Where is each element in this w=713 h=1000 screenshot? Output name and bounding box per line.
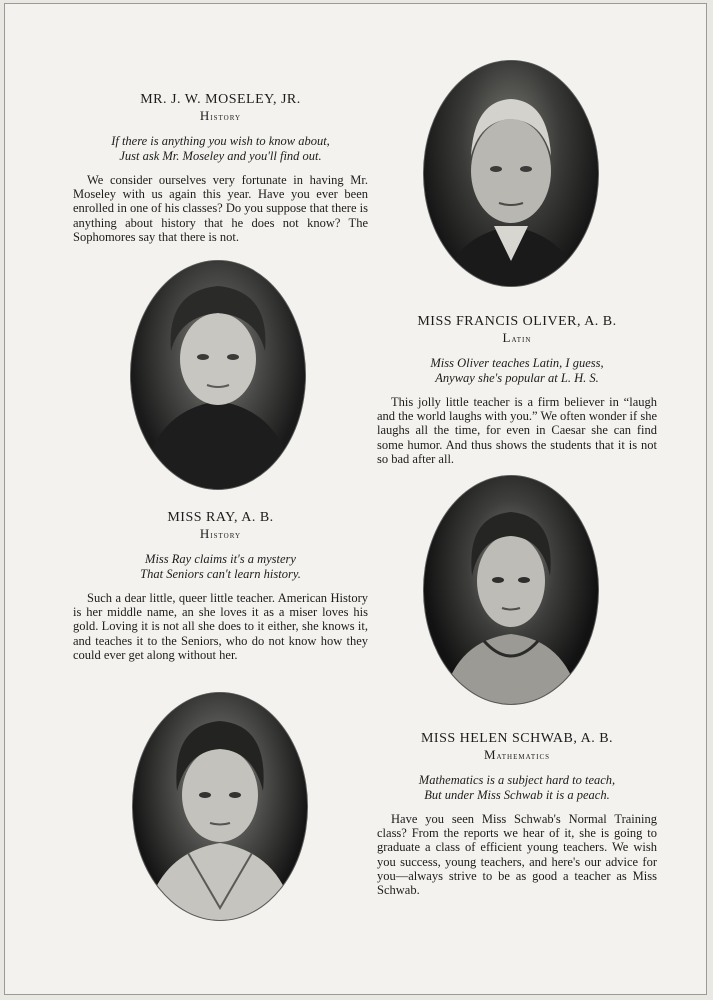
verse-line: Just ask Mr. Moseley and you'll find out. bbox=[119, 149, 322, 163]
verse-line: That Seniors can't learn history. bbox=[140, 567, 301, 581]
teacher-moseley bbox=[73, 92, 368, 244]
portrait-unnamed-figure bbox=[133, 693, 307, 920]
verse-line: But under Miss Schwab it is a peach. bbox=[424, 788, 610, 802]
teacher-name: MR. J. W. MOSELEY, JR. bbox=[140, 92, 301, 107]
verse-line: Anyway she's popular at L. H. S. bbox=[435, 371, 599, 385]
portrait-moseley bbox=[424, 61, 598, 286]
teacher-description: We consider ourselves very fortunate in having Mr. Moseley with us again this year. Have you ever been enrolled in one of his classes? Do you suppose that there is anything about history that he does not know? The Sophomores say that there is not. bbox=[73, 173, 368, 244]
portrait-schwab bbox=[424, 476, 598, 704]
teacher-name: MISS FRANCIS OLIVER, A. B. bbox=[417, 314, 617, 329]
teacher-description: Such a dear little, queer little teacher. American History is her middle name, an she loves it as a miser loves his gold. Loving it is not all she does to it either, she knows it, and teaches it to the Seniors, who do not know how they could ever get along without her. bbox=[73, 591, 368, 662]
verse-line: If there is anything you wish to know about, bbox=[111, 134, 330, 148]
portrait-unnamed bbox=[133, 693, 307, 920]
verse-line: Miss Ray claims it's a mystery bbox=[145, 552, 296, 566]
portrait-moseley-figure bbox=[424, 61, 598, 286]
teacher-subject: History bbox=[199, 526, 242, 541]
teacher-subject: History bbox=[199, 108, 242, 123]
portrait-schwab-figure bbox=[424, 476, 598, 704]
portrait-ray bbox=[131, 261, 305, 489]
teacher-name: MISS RAY, A. B. bbox=[167, 510, 274, 525]
teacher-description: Have you seen Miss Schwab's Normal Training class? From the reports we hear of it, she is going to graduate a class of efficient young teachers. We wish you success, young teachers, and here's our advice for you—always strive to be as good a teacher as Miss Schwab. bbox=[377, 812, 657, 898]
teacher-verse bbox=[73, 134, 368, 164]
teacher-oliver bbox=[377, 314, 657, 466]
teacher-subject: Latin bbox=[502, 330, 532, 345]
portrait-ray-figure bbox=[131, 261, 305, 489]
teacher-description: This jolly little teacher is a firm believer in “laugh and the world laughs with you.” We often wonder if she laughs all the time, for even in Caesar she can find some humor. And thus shows the students that it is not so bad after all. bbox=[377, 395, 657, 466]
teacher-ray bbox=[73, 510, 368, 662]
teacher-verse bbox=[377, 773, 657, 803]
teacher-verse bbox=[73, 552, 368, 582]
teacher-subject: Mathematics bbox=[483, 747, 551, 762]
teacher-schwab bbox=[377, 731, 657, 897]
yearbook-page bbox=[4, 3, 707, 995]
verse-line: Mathematics is a subject hard to teach, bbox=[418, 773, 616, 787]
verse-line: Miss Oliver teaches Latin, I guess, bbox=[430, 356, 604, 370]
teacher-verse bbox=[377, 356, 657, 386]
teacher-name: MISS HELEN SCHWAB, A. B. bbox=[420, 731, 614, 746]
